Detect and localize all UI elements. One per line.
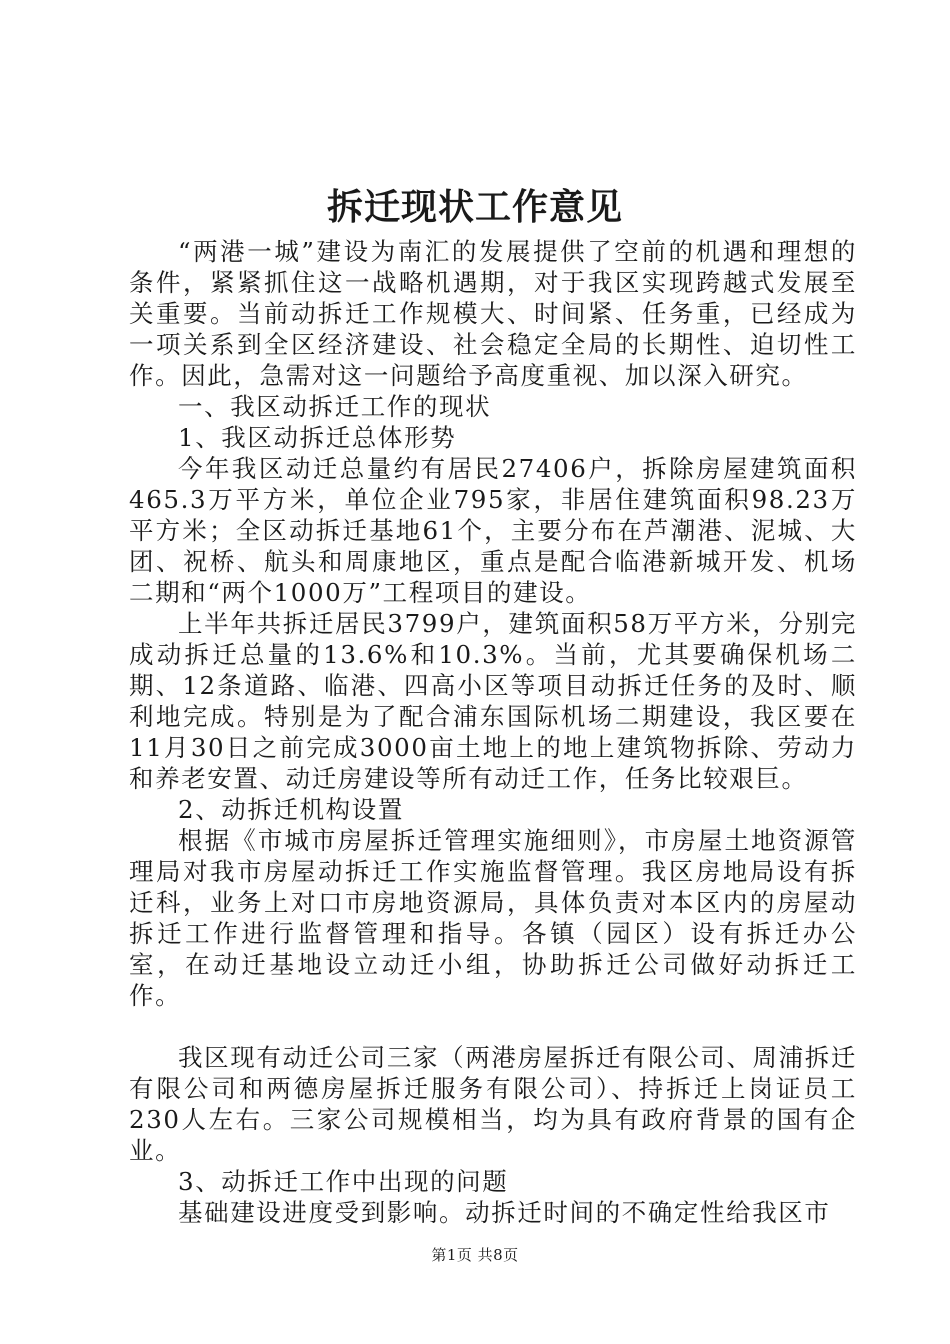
subsection-heading-1-1: 1、我区动拆迁总体形势 — [178, 423, 457, 452]
blank-line — [129, 1011, 857, 1042]
paragraph-agency-setup: 根据《市城市房屋拆迁管理实施细则》，市房屋土地资源管理局对我市房屋动拆迁工作实施监督管理。我区房地局设有拆迁科，业务上对口市房地资源局，具体负责对本区内的房屋动拆迁工作进行监督管理和指导。各镇（园区）设有拆迁办公室，在动迁基地设立动迁小组，协助拆迁公司做好动拆迁工作。 — [129, 826, 857, 1010]
paragraph-first-half-progress: 上半年共拆迁居民3799户，建筑面积58万平方米，分别完成动拆迁总量的13.6%和10.3%。当前，尤其要确保机场二期、12条道路、临港、四高小区等项目动拆迁任务的及时、顺利地完成。特别是为了配合浦东国际机场二期建设，我区要在11月30日之前完成3000亩土地上的地上建筑物拆除、劳动力和养老安置、动迁房建设等所有动迁工作，任务比较艰巨。 — [129, 609, 857, 793]
paragraph-overall-situation: 今年我区动迁总量约有居民27406户，拆除房屋建筑面积465.3万平方米，单位企业795家，非居住建筑面积98.23万平方米；全区动拆迁基地61个，主要分布在芦潮港、泥城、大团、祝桥、航头和周康地区，重点是配合临港新城开发、机场二期和“两个1000万”工程项目的建设。 — [129, 454, 857, 607]
paragraph-problems: 基础建设进度受到影响。动拆迁时间的不确定性给我区市 — [178, 1198, 831, 1227]
subsection-heading-1-2: 2、动拆迁机构设置 — [178, 795, 404, 824]
document-title: 拆迁现状工作意见 — [326, 186, 623, 228]
paragraph-relocation-companies: 我区现有动迁公司三家（两港房屋拆迁有限公司、周浦拆迁有限公司和两德房屋拆迁服务有限公司）、持拆迁上岗证员工230人左右。三家公司规模相当，均为具有政府背景的国有企业。 — [129, 1043, 857, 1165]
paragraph-intro: “两港一城”建设为南汇的发展提供了空前的机遇和理想的条件，紧紧抓住这一战略机遇期，对于我区实现跨越式发展至关重要。当前动拆迁工作规模大、时间紧、任务重，已经成为一项关系到全区经济建设、社会稳定全局的长期性、迫切性工作。因此，急需对这一问题给予高度重视、加以深入研究。 — [129, 237, 857, 390]
subsection-heading-1-3: 3、动拆迁工作中出现的问题 — [178, 1167, 509, 1196]
section-heading-1: 一、我区动拆迁工作的现状 — [178, 392, 492, 421]
document-body — [129, 236, 857, 1228]
page-footer: 第1页 共8页 — [431, 1246, 519, 1264]
